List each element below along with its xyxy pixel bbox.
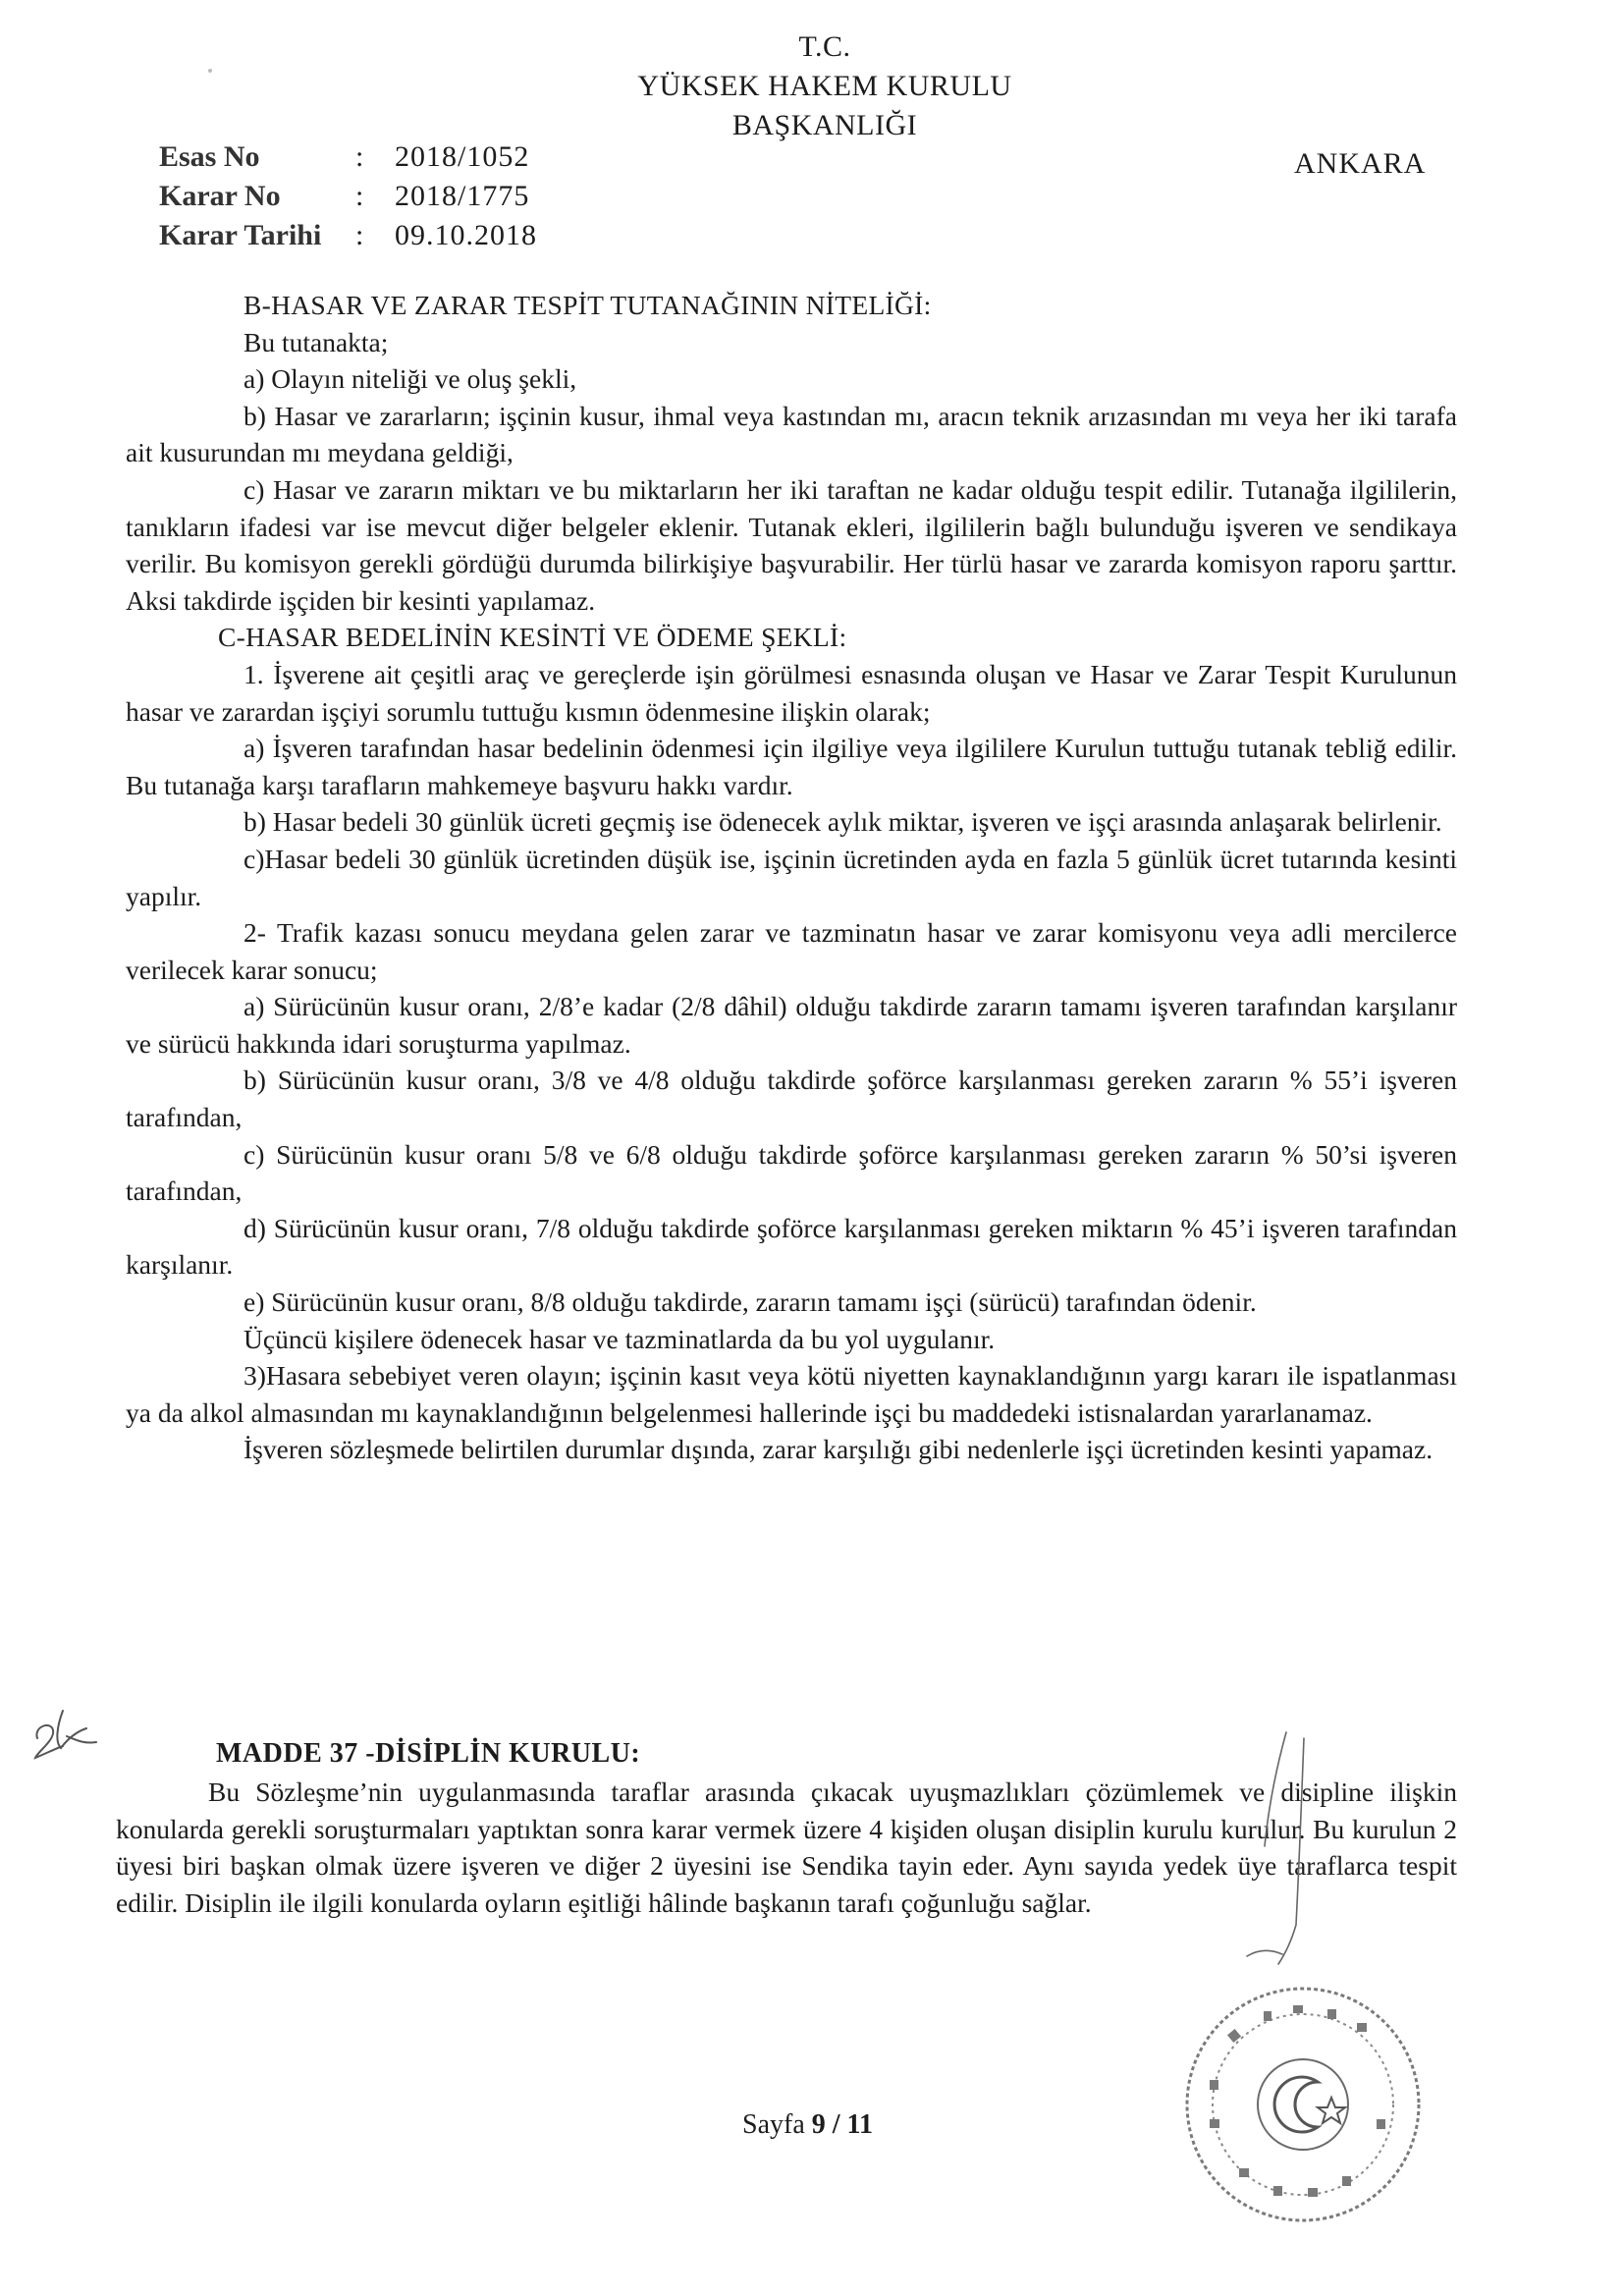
esas-row — [159, 137, 537, 177]
scan-speck — [208, 69, 212, 73]
section-c-item-2b: b) Sürücünün kusur oranı, 3/8 ve 4/8 olduğu takdirde şoförce karşılanması gereken zararın % 55’i işveren tarafından, — [126, 1065, 1457, 1133]
page-number — [742, 2109, 873, 2141]
section-c-title: C-HASAR BEDELİNİN KESİNTİ VE ÖDEME ŞEKLİ: — [218, 622, 847, 653]
section-c-item-1c: c)Hasar bedeli 30 günlük ücretinden düşük ise, işçinin ücretinden ayda en fazla 5 günlük ücret tutarında kesinti yapılır. — [126, 843, 1457, 911]
header-city: ANKARA — [1294, 147, 1427, 180]
tarih-label: Karar Tarihi — [159, 219, 322, 251]
header-institution: YÜKSEK HAKEM KURULU — [637, 70, 1012, 102]
esas-colon: : — [355, 140, 364, 173]
section-c-item-1a: a) İşveren tarafından hasar bedelinin ödenmesi için ilgiliye veya ilgililere Kurulun tuttuğu tutanak tebliğ edilir. Bu tutanağa karşı tarafların mahkemeye başvuru hakkı vardır. — [126, 733, 1457, 800]
section-b-item-c: c) Hasar ve zararın miktarı ve bu miktarların her iki taraftan ne kadar olduğu tespit edilir. Tutanağa ilgililerin, tanıkların ifadesi var ise mevcut diğer belgeler eklenir. Tutanak ekleri, ilgililerin bağlı bulunduğu işveren ve sendikaya verilir. Bu komisyon gerekli gördüğü durumda bilirkişiye başvurabilir. Her türlü hasar ve zararda komisyon raporu şarttır. Aksi takdirde işçiden bir kesinti yapılamaz. — [126, 473, 1457, 616]
karar-colon: : — [355, 180, 364, 212]
esas-label: Esas No — [159, 140, 260, 173]
section-b-item-a: a) Olayın niteliği ve oluş şekli, — [243, 363, 577, 395]
karar-row — [159, 177, 537, 216]
page-label: Sayfa — [742, 2109, 812, 2140]
handwritten-pen-strokes — [1217, 1728, 1335, 1984]
tarih-value: 09.10.2018 — [395, 219, 537, 251]
section-b-title: B-HASAR VE ZARAR TESPİT TUTANAĞININ NİTELİĞİ: — [243, 290, 932, 320]
section-c-item-1: 1. İşverene ait çeşitli araç ve gereçlerde işin görülmesi esnasında oluşan ve Hasar ve Zarar Tespit Kurulunun hasar ve zarardan işçiyi sorumlu tuttuğu kısmın ödenmesine ilişkin olarak; — [126, 658, 1457, 727]
section-c-item-2e: e) Sürücünün kusur oranı, 8/8 olduğu takdirde, zararın tamamı işçi (sürücü) tarafından ödenir. — [243, 1286, 1257, 1318]
header-tc: T.C. — [798, 30, 851, 63]
section-c-item-1b: b) Hasar bedeli 30 günlük ücreti geçmiş ise ödenecek aylık miktar, işveren ve işçi arasında anlaşarak belirlenir. — [243, 806, 1442, 838]
tarih-colon: : — [355, 219, 364, 251]
tarih-row — [159, 216, 537, 255]
official-seal-stamp — [1170, 1972, 1435, 2237]
body-text — [126, 287, 1457, 1468]
section-c-closing: İşveren sözleşmede belirtilen durumlar dışında, zarar karşılığı gibi nedenlerle işçi ücretinden kesinti yapamaz. — [243, 1434, 1434, 1465]
section-b-intro: Bu tutanakta; — [243, 326, 389, 357]
section-c-third-parties: Üçüncü kişilere ödenecek hasar ve tazminatlarda da bu yol uygulanır. — [243, 1323, 996, 1354]
header-presidency: BAŞKANLIĞI — [731, 109, 918, 141]
section-b-item-b: b) Hasar ve zararların; işçinin kusur, ihmal veya kastından mı, aracın teknik arızasından mı veya her iki tarafa ait kusurundan mı meydana geldiği, — [126, 400, 1457, 468]
section-c-item-2a: a) Sürücünün kusur oranı, 2/8’e kadar (2/8 dâhil) olduğu takdirde zararın tamamı işveren tarafından karşılanır ve sürücü hakkında idari soruşturma yapılmaz. — [126, 991, 1457, 1059]
handwritten-initials-mark — [27, 1687, 106, 1766]
case-metadata — [159, 137, 537, 255]
page-value: 9 / 11 — [811, 2109, 873, 2140]
article-37-title: MADDE 37 -DİSİPLİN KURULU: — [216, 1738, 641, 1769]
section-c-item-3: 3)Hasara sebebiyet veren olayın; işçinin kasıt veya kötü niyetten kaynaklandığının yargı kararı ile ispatlanması ya da alkol almasından mı kaynaklandığının belgelenmesi hallerinde işçi bu maddedeki istisnalardan yararlanamaz. — [126, 1360, 1457, 1428]
karar-label: Karar No — [159, 180, 281, 212]
article-37-text: Bu Sözleşme’nin uygulanmasında taraflar arasında çıkacak uyuşmazlıkları çözümlemek ve disipline ilişkin konularda gerekli soruşturmaları yaptıktan sonra karar vermek üzere 4 kişiden oluşan disiplin kurulu kurulur. Bu kurulun 2 üyesi biri başkan olmak üzere işveren ve diğer 2 üyesini ise Sendika tayin eder. Aynı sayıda yedek üye taraflarca tespit edilir. Disiplin ile ilgili konularda oyların eşitliği hâlinde başkanın tarafı çoğunluğu sağlar. — [116, 1777, 1457, 1918]
karar-value: 2018/1775 — [395, 180, 530, 212]
document-header — [511, 27, 1139, 145]
section-c-item-2c: c) Sürücünün kusur oranı 5/8 ve 6/8 olduğu takdirde şoförce karşılanması gereken zararın % 50’si işveren tarafından, — [126, 1138, 1457, 1207]
section-c-item-2: 2- Trafik kazası sonucu meydana gelen zarar ve tazminatın hasar ve zarar komisyonu veya adli mercilerce verilecek karar sonucu; — [126, 917, 1457, 985]
section-c-item-2d: d) Sürücünün kusur oranı, 7/8 olduğu takdirde şoförce karşılanması gereken miktarın % 45’i işveren tarafından karşılanır. — [126, 1212, 1457, 1281]
esas-value: 2018/1052 — [395, 140, 530, 173]
